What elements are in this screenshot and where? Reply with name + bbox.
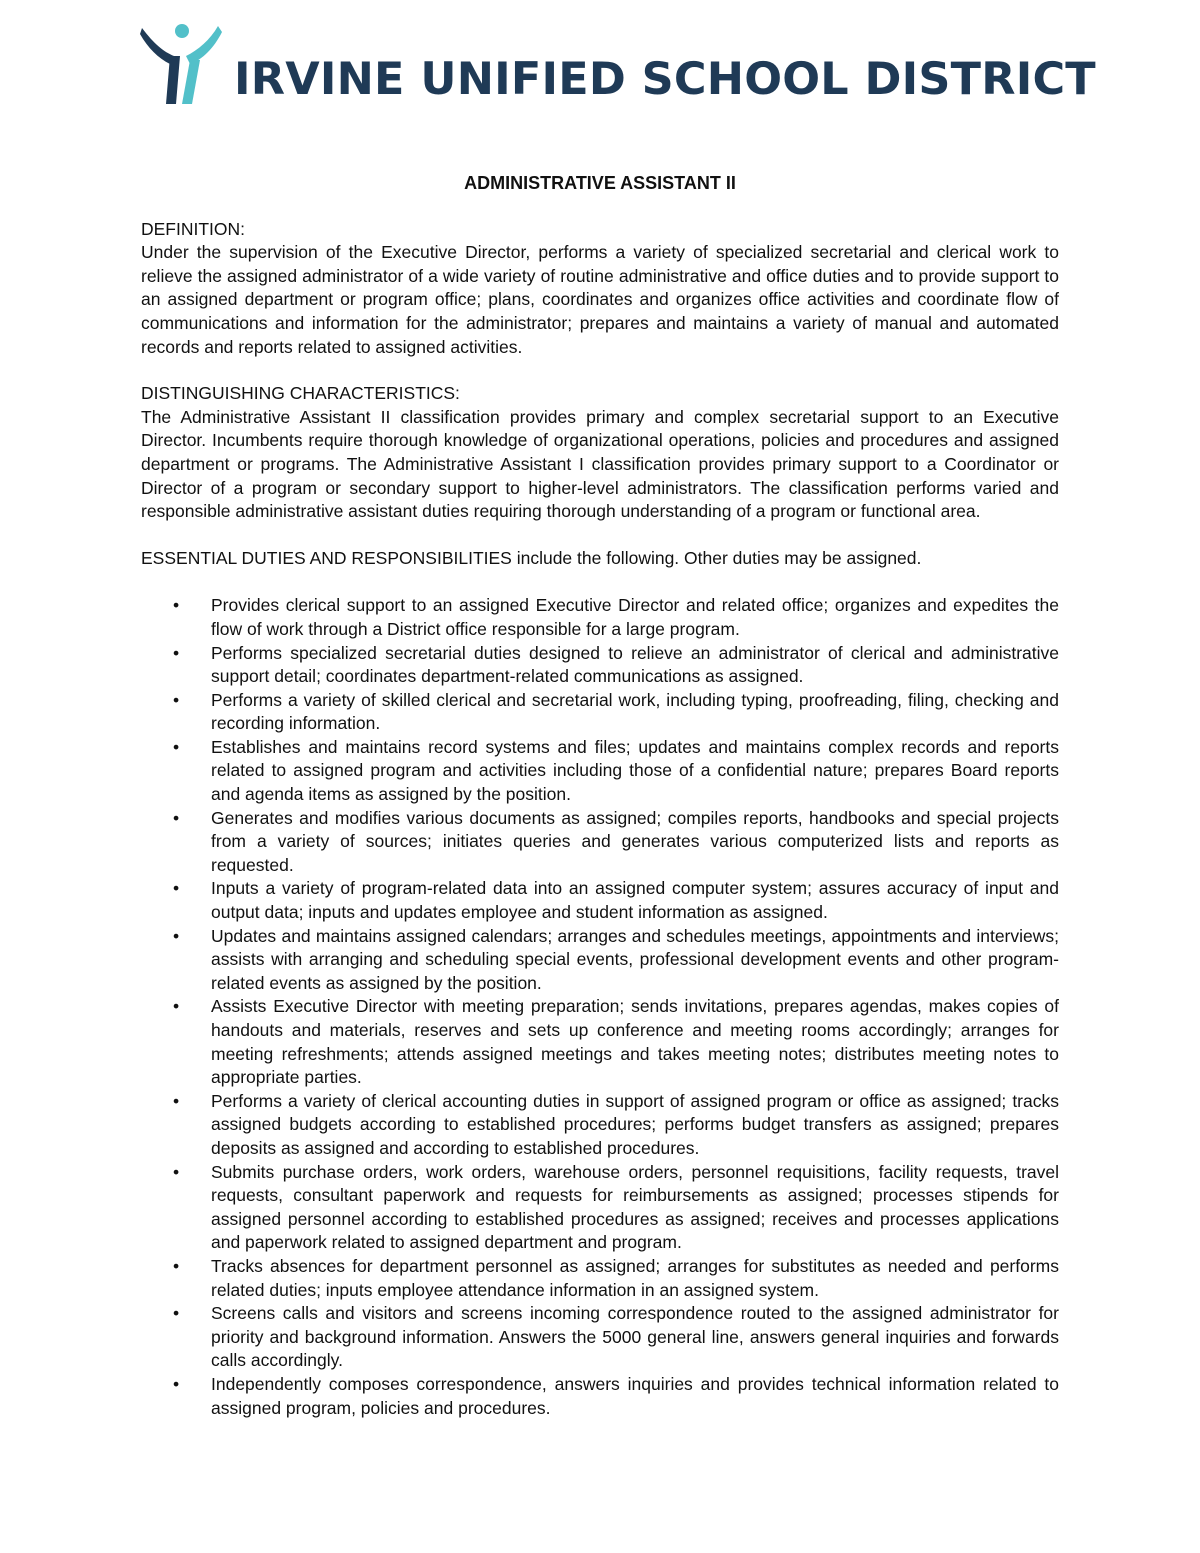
definition-text: Under the supervision of the Executive Director, performs a variety of specialized secretarial and clerical work to relieve the assigned administrator of a wide variety of routine administrative and office duties and to provide support to an assigned department or program office; plans, coordinates and organizes office activities and coordinate flow of communications and information for the administrator; prepares and maintains a variety of manual and automated records and reports related to assigned activities. [141,242,1059,357]
bullet-icon: • [173,595,180,616]
list-item [141,877,1059,924]
distinguishing-text: The Administrative Assistant II classification provides primary and complex secretarial support to an Executive Director. Incumbents require thorough knowledge of organizational operations, policies and procedures and assigned department or programs. The Administrative Assistant I classification provides primary support to a Coordinator or Director of a program or secondary support to higher-level administrators. The classification performs varied and responsible administrative assistant duties requiring thorough understanding of a program or functional area. [141,406,1059,522]
person-figure-logo-icon [140,22,222,108]
duties-list [141,594,1059,1420]
list-item [141,594,1059,641]
bullet-icon: • [173,1303,180,1324]
district-header [140,22,1096,112]
list-item [141,1161,1059,1255]
duty-text: Screens calls and visitors and screens incoming correspondence routed to the assigned administrator for priority and background information. Answers the 5000 general line, answers general inquiries and forwards calls accordingly. [211,1303,1059,1371]
duty-text: Inputs a variety of program-related data into an assigned computer system; assures accuracy of input and output data; inputs and updates employee and student information as assigned. [211,878,1059,923]
document-title: ADMINISTRATIVE ASSISTANT II [464,173,736,193]
bullet-icon: • [173,996,180,1017]
list-item [141,995,1059,1089]
bullet-icon: • [173,1161,180,1182]
list-item [141,925,1059,996]
district-name: IRVINE UNIFIED SCHOOL DISTRICT [234,54,1096,105]
duty-text: Tracks absences for department personnel as assigned; arranges for substitutes as needed and performs related duties; inputs employee attendance information in an assigned system. [211,1255,1059,1300]
duty-text: Performs specialized secretarial duties designed to relieve an administrator of clerical and administrative support detail; coordinates department-related communications as assigned. [211,642,1059,687]
list-item [141,689,1059,736]
duty-text: Submits purchase orders, work orders, warehouse orders, personnel requisitions, facility requests, travel requests, consultant paperwork and requests for reimbursements as assigned; processes stipends for assigned personnel according to established procedures as assigned; receives and processes applications and paperwork related to assigned department and program. [211,1161,1059,1253]
bullet-icon: • [173,1255,180,1276]
distinguishing-heading: DISTINGUISHING CHARACTERISTICS: [141,383,460,404]
bullet-icon: • [173,878,180,899]
duty-text: Performs a variety of skilled clerical and secretarial work, including typing, proofreading, filing, checking and recording information. [211,689,1059,734]
duty-text: Generates and modifies various documents as assigned; compiles reports, handbooks and special projects from a variety of sources; initiates queries and generates various computerized lists and reports as requested. [211,807,1059,875]
bullet-icon: • [173,642,180,663]
list-item [141,642,1059,689]
list-item [141,1373,1059,1420]
duty-text: Provides clerical support to an assigned Executive Director and related office; organizes and expedites the flow of work through a District office responsible for a large program. [211,595,1059,639]
duty-text: Updates and maintains assigned calendars; arranges and schedules meetings, appointments and interviews; assists with arranging and scheduling special events, professional development events and other program-related events as assigned by the position. [211,925,1059,993]
duty-text: Establishes and maintains record systems and files; updates and maintains complex records and reports related to assigned program and activities including those of a confidential nature; prepares Board reports and agenda items as assigned by the position. [211,736,1059,805]
list-item [141,1255,1059,1302]
bullet-icon: • [173,689,180,710]
list-item [141,1302,1059,1373]
document-body [141,172,1059,1420]
bullet-icon: • [173,807,180,828]
bullet-icon: • [173,1090,180,1111]
duties-intro: ESSENTIAL DUTIES AND RESPONSIBILITIES include the following. Other duties may be assigned. [141,547,922,568]
duty-text: Assists Executive Director with meeting preparation; sends invitations, prepares agendas, makes copies of handouts and materials, reserves and sets up conference and meeting rooms accordingly; arranges for meeting refreshments; attends assigned meetings and takes meeting notes; distributes meeting notes to appropriate parties. [211,996,1059,1088]
list-item [141,1090,1059,1161]
bullet-icon: • [173,736,180,757]
list-item [141,736,1059,807]
bullet-icon: • [173,925,180,946]
duty-text: Independently composes correspondence, answers inquiries and provides technical information related to assigned program, policies and procedures. [211,1373,1059,1418]
duty-text: Performs a variety of clerical accounting duties in support of assigned program or office as assigned; tracks assigned budgets according to established procedures; performs budget transfers as assigned; prepares deposits as assigned and according to established procedures. [211,1090,1059,1158]
list-item [141,807,1059,878]
bullet-icon: • [173,1373,180,1394]
definition-heading: DEFINITION: [141,218,246,239]
